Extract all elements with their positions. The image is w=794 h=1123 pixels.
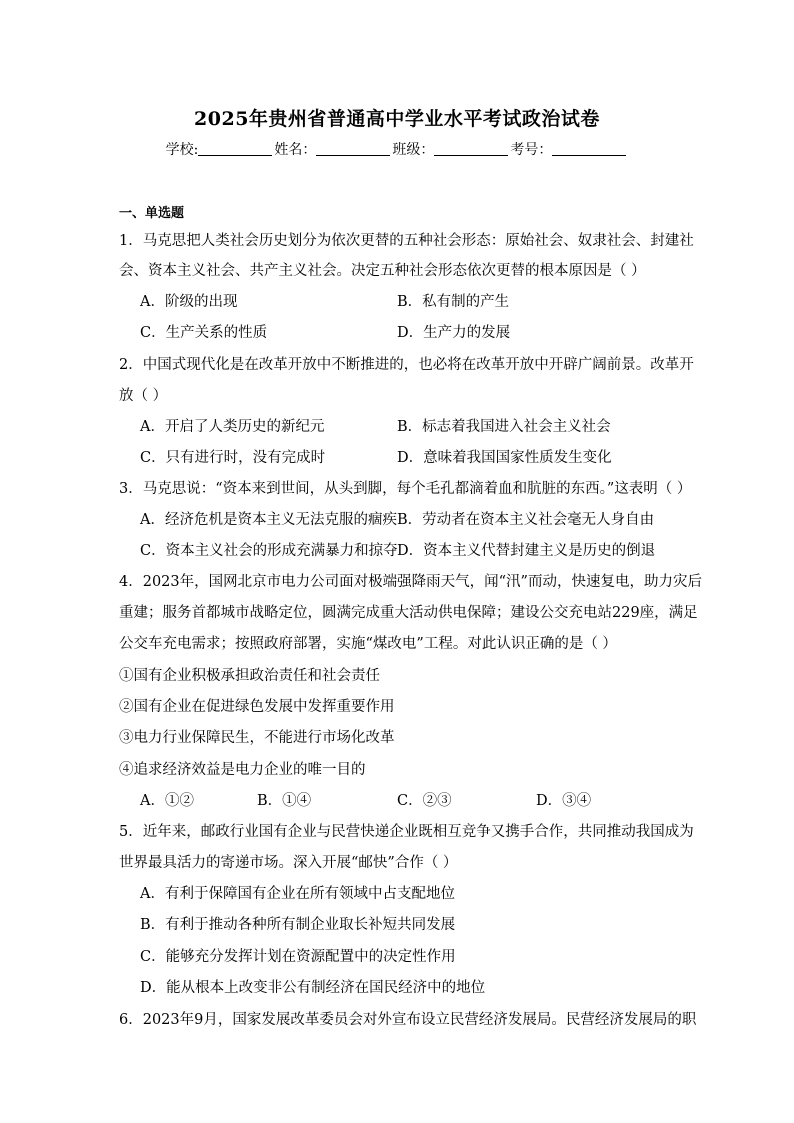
class-blank[interactable] [434, 141, 508, 156]
question-4-line-2: 重建；服务首都城市战略定位，圆满完成重大活动供电保障；建设公交充电站229座，满足 [119, 605, 698, 621]
q5-option-c[interactable]: C．能够充分发挥计划在资源配置中的决定性作用 [140, 949, 456, 965]
q5-option-a[interactable]: A．有利于保障国有企业在所有领域中占支配地位 [140, 886, 455, 902]
question-1-line-1: 1．马克思把人类社会历史划分为依次更替的五种社会形态：原始社会、奴隶社会、封建社 [119, 233, 694, 249]
name-blank[interactable] [316, 141, 390, 156]
q2-option-b[interactable]: B．标志着我国进入社会主义社会 [397, 419, 611, 435]
q4-option-a[interactable]: A．①② [140, 793, 194, 809]
page-title: 2025年贵州省普通高中学业水平考试政治试卷 [194, 108, 600, 130]
question-1-line-2: 会、资本主义社会、共产主义社会。决定五种社会形态依次更替的根本原因是（ ） [119, 263, 646, 279]
q4-statement-3: ③电力行业保障民生，不能进行市场化改革 [119, 730, 395, 746]
q3-option-b[interactable]: B．劳动者在资本主义社会毫无人身自由 [397, 512, 655, 528]
q1-option-b[interactable]: B．私有制的产生 [397, 294, 510, 310]
q4-option-b[interactable]: B．①④ [257, 793, 312, 809]
q3-option-d[interactable]: D．资本主义代替封建主义是历史的倒退 [397, 543, 656, 559]
question-5-line-1: 5．近年来，邮政行业国有企业与民营快递企业既相互竞争又携手合作，共同推动我国成为 [119, 824, 694, 840]
q4-option-c[interactable]: C．②③ [397, 793, 452, 809]
number-label: 考号： [510, 142, 553, 158]
question-6-line-1: 6．2023年9月，国家发展改革委员会对外宣布设立民营经济发展局。民营经济发展局的职 [119, 1012, 697, 1028]
q1-option-a[interactable]: A．阶级的出现 [140, 294, 238, 310]
q2-option-d[interactable]: D．意味着我国国家性质发生变化 [397, 450, 612, 466]
q4-statement-4: ④追求经济效益是电力企业的唯一目的 [119, 762, 366, 778]
q4-option-d[interactable]: D．③④ [536, 793, 592, 809]
question-4-line-1: 4．2023年，国网北京市电力公司面对极端强降雨天气，闻“汛”而动，快速复电，助力灾后 [119, 574, 702, 590]
q1-option-d[interactable]: D．生产力的发展 [397, 325, 511, 341]
section-heading: 一、单选题 [119, 206, 185, 221]
question-3-line-1: 3．马克思说：“资本来到世间，从头到脚，每个毛孔都滴着血和肮脏的东西。”这表明（ ） [119, 481, 692, 497]
question-5-line-2: 世界最具活力的寄递市场。深入开展“邮快”合作（ ） [119, 855, 458, 871]
school-blank[interactable] [198, 141, 272, 156]
q5-option-b[interactable]: B．有利于推动各种所有制企业取长补短共同发展 [140, 917, 456, 933]
question-4-line-3: 公交车充电需求；按照政府部署，实施“煤改电”工程。对此认识正确的是（ ） [119, 636, 617, 652]
q5-option-d[interactable]: D．能从根本上改变非公有制经济在国民经济中的地位 [140, 980, 486, 996]
q1-option-c[interactable]: C．生产关系的性质 [140, 325, 268, 341]
q2-option-a[interactable]: A．开启了人类历史的新纪元 [140, 419, 325, 435]
class-label: 班级： [392, 142, 435, 158]
q2-option-c[interactable]: C．只有进行时，没有完成时 [140, 450, 326, 466]
number-blank[interactable] [552, 141, 626, 156]
student-info-row [0, 139, 794, 159]
q3-option-a[interactable]: A．经济危机是资本主义无法克服的痼疾 [140, 512, 397, 528]
q3-option-c[interactable]: C．资本主义社会的形成充满暴力和掠夺 [140, 543, 398, 559]
question-2-line-1: 2．中国式现代化是在改革开放中不断推进的，也必将在改革开放中开辟广阔前景。改革开 [119, 357, 694, 373]
school-label: 学校: [165, 142, 199, 158]
name-label: 姓名： [274, 142, 317, 158]
q4-statement-2: ②国有企业在促进绿色发展中发挥重要作用 [119, 699, 395, 715]
question-2-line-2: 放（ ） [119, 388, 168, 404]
q4-statement-1: ①国有企业积极承担政治责任和社会责任 [119, 668, 380, 684]
